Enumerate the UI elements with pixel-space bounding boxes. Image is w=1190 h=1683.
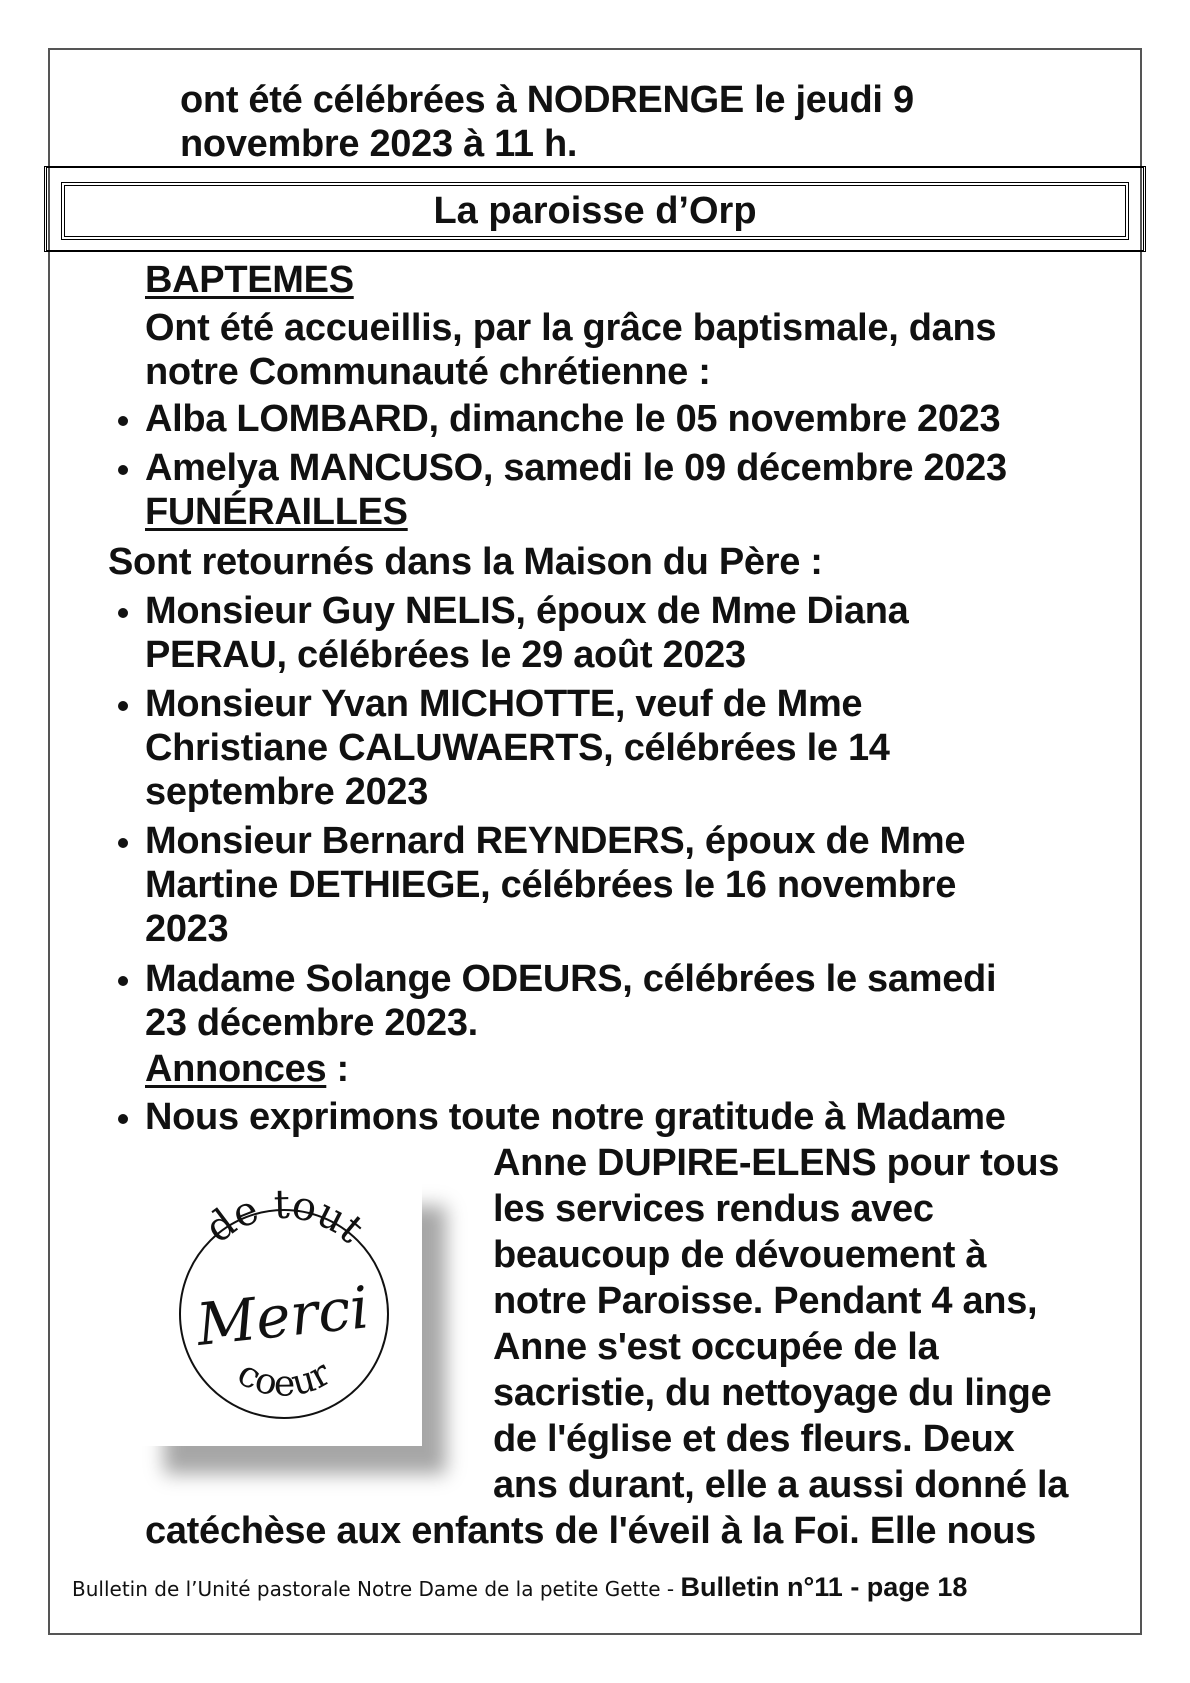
baptemes-intro-line-2: notre Communauté chrétienne : [145,351,711,393]
page-footer [72,1572,967,1603]
bapteme-item-1: Alba LOMBARD, dimanche le 05 novembre 2023 [145,398,1001,440]
annonce-line-5: notre Paroisse. Pendant 4 ans, [493,1280,1038,1322]
bullet-icon [118,416,128,426]
annonce-line-9: ans durant, elle a aussi donné la [493,1464,1069,1506]
funeraille-item-3-line-3: 2023 [145,908,229,950]
merci-middle-text: Merci [193,1273,373,1359]
annonce-line-1: Nous exprimons toute notre gratitude à Madame [145,1096,1006,1138]
section-banner [44,166,1146,252]
merci-seal-icon [140,1178,422,1446]
section-title: La paroisse d’Orp [433,190,757,232]
bullet-icon [118,701,128,711]
funeraille-item-2-line-2: Christiane CALUWAERTS, célébrées le 14 [145,727,890,769]
funeraille-item-3-line-1: Monsieur Bernard REYNDERS, époux de Mme [145,820,966,862]
funeraille-item-3-line-2: Martine DETHIEGE, célébrées le 16 novembre [145,864,957,906]
footer-page-number: Bulletin n°11 - page 18 [680,1572,968,1602]
funerailles-heading: FUNÉRAILLES [145,491,408,533]
funeraille-item-2-line-1: Monsieur Yvan MICHOTTE, veuf de Mme [145,683,863,725]
footer-publication: Bulletin de l’Unité pastorale Notre Dame de la petite Gette - [72,1577,681,1601]
annonces-heading-line [145,1047,349,1091]
section-banner-inner [61,182,1129,240]
annonce-line-4: beaucoup de dévouement à [493,1234,987,1276]
merci-top-text: de tout [196,1181,373,1253]
annonce-line-7: sacristie, du nettoyage du linge [493,1372,1052,1414]
merci-image [140,1178,422,1446]
funerailles-intro: Sont retournés dans la Maison du Père : [108,541,823,583]
baptemes-intro-line-1: Ont été accueillis, par la grâce baptismale, dans [145,307,997,349]
bullet-icon [118,976,128,986]
funeraille-item-4-line-2: 23 décembre 2023. [145,1002,478,1044]
bullet-icon [118,608,128,618]
annonce-line-3: les services rendus avec [493,1188,934,1230]
annonce-line-2: Anne DUPIRE-ELENS pour tous [493,1142,1060,1184]
annonces-colon: : [326,1048,349,1090]
intro-line-1: ont été célébrées à NODRENGE le jeudi 9 [180,79,914,121]
bapteme-item-2: Amelya MANCUSO, samedi le 09 décembre 2023 [145,447,1007,489]
annonce-line-6: Anne s'est occupée de la [493,1326,939,1368]
annonce-line-8: de l'église et des fleurs. Deux [493,1418,1015,1460]
funeraille-item-1-line-1: Monsieur Guy NELIS, époux de Mme Diana [145,590,909,632]
funeraille-item-1-line-2: PERAU, célébrées le 29 août 2023 [145,634,746,676]
intro-line-2: novembre 2023 à 11 h. [180,123,578,165]
bullet-icon [118,465,128,475]
annonce-line-10: catéchèse aux enfants de l'éveil à la Foi. Elle nous [145,1510,1037,1552]
merci-bottom-text: coeur [230,1352,338,1405]
bullet-icon [118,838,128,848]
bullet-icon [118,1114,128,1124]
funeraille-item-4-line-1: Madame Solange ODEURS, célébrées le samedi [145,958,997,1000]
annonces-heading: Annonces [145,1048,327,1090]
baptemes-heading: BAPTEMES [145,259,354,301]
funeraille-item-2-line-3: septembre 2023 [145,771,429,813]
